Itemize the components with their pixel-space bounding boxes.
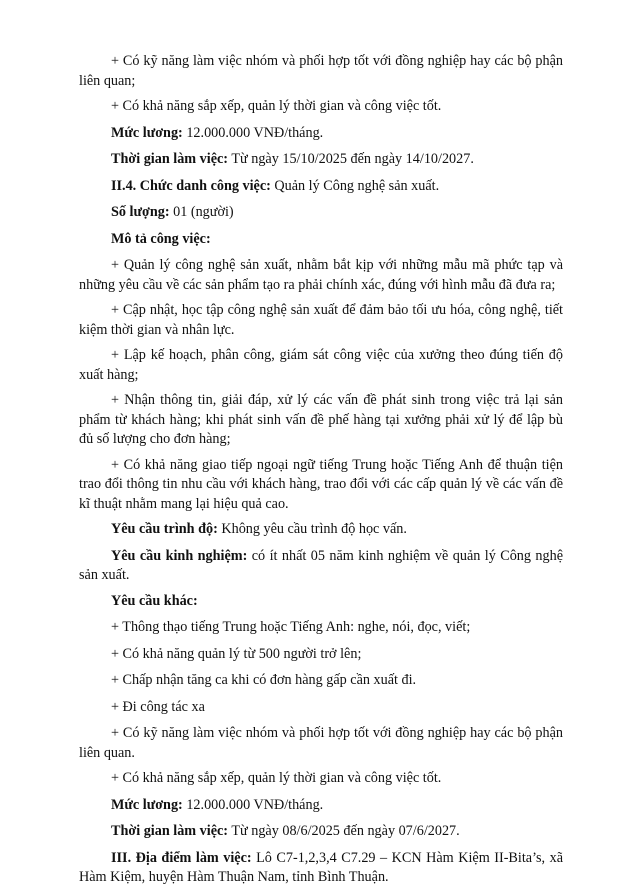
other-requirement-6: + Có khả năng sắp xếp, quản lý thời gian và công việc tốt. [111,770,442,786]
other-requirement-4: + Đi công tác xa [111,698,205,715]
work-period-value: Từ ngày 08/6/2025 đến ngày 07/6/2027. [228,823,460,839]
salary-value: 12.000.000 VNĐ/tháng. [182,796,324,813]
work-period-value: Từ ngày 15/10/2025 đến ngày 14/10/2027. [228,151,474,167]
work-location-line [79,849,563,888]
quantity-line [79,203,563,223]
other-requirements-heading: Yêu cầu khác: [111,592,198,609]
other-requirement-1: + Thông thạo tiếng Trung hoặc Tiếng Anh: nghe, nói, đọc, viết; [111,619,471,635]
salary-value: 12.000.000 VNĐ/tháng. [182,124,324,141]
document-body [79,52,563,894]
other-requirement-2: + Có khả năng quản lý từ 500 người trở lên; [111,645,362,662]
skill-teamwork-paragraph: + Có kỹ năng làm việc nhóm và phối hợp tốt với đồng nghiệp hay các bộ phận liên quan; [79,53,563,89]
salary-label: Mức lương: [111,124,183,141]
duty-paragraph-4: + Nhận thông tin, giải đáp, xử lý các vấn đề phát sinh trong việc trả lại sản phẩm từ khách hàng; khi phát sinh vấn đề phế hàng tại xưởng phải xử lý để lập bù đủ số lượng cho đơn hàng; [79,392,563,447]
salary-line-2 [79,796,563,816]
experience-value: có ít nhất 05 năm kinh nghiệm về quản lý Công nghệ sản xuất. [79,547,564,583]
job-title-line [79,177,563,197]
work-period-label: Thời gian làm việc: [111,151,229,167]
experience-label: Yêu cầu kinh nghiệm: [111,547,248,564]
education-requirement-line [79,520,563,540]
work-location-label: III. Địa điểm làm việc: [111,849,252,866]
work-period-line-1 [79,150,563,170]
quantity-label: Số lượng: [111,204,170,220]
skill-time-management-paragraph: + Có khả năng sắp xếp, quản lý thời gian và công việc tốt. [111,98,442,114]
quantity-value: 01 (người) [169,204,234,220]
other-requirement-5: + Có kỹ năng làm việc nhóm và phối hợp tốt với đồng nghiệp hay các bộ phận liên quan. [79,725,563,761]
other-requirement-3: + Chấp nhận tăng ca khi có đơn hàng gấp cần xuất đi. [111,672,417,688]
salary-label: Mức lương: [111,796,183,813]
job-title-value: Quản lý Công nghệ sản xuất. [270,177,440,194]
work-location-value: Lô C7-1,2,3,4 C7.29 – KCN Hàm Kiệm II-Bita’s, xã Hàm Kiệm, huyện Hàm Thuận Nam, tỉnh Bình Thuận. [79,849,563,885]
salary-line-1 [79,124,563,144]
duty-paragraph-3: + Lập kế hoạch, phân công, giám sát công việc của xưởng theo đúng tiến độ xuất hàng; [79,347,563,383]
experience-requirement-line [79,547,563,586]
work-period-label: Thời gian làm việc: [111,823,229,839]
duty-paragraph-2: + Cập nhật, học tập công nghệ sản xuất để đảm bảo tối ưu hóa, công nghệ, tiết kiệm thời gian và nhân lực. [79,302,563,338]
duty-paragraph-1: + Quản lý công nghệ sản xuất, nhằm bắt kịp với những mẫu mã phức tạp và những yêu cầu về các sản phẩm tạo ra phải chính xác, đúng với hình mẫu đã đưa ra; [79,257,563,293]
work-period-line-2 [79,822,563,842]
job-description-heading: Mô tả công việc: [111,230,211,247]
education-value: Không yêu cầu trình độ học vấn. [217,521,407,537]
education-label: Yêu cầu trình độ: [111,521,218,537]
duty-paragraph-5: + Có khả năng giao tiếp ngoại ngữ tiếng Trung hoặc Tiếng Anh để thuận tiện trao đổi thông tin nhu cầu với khách hàng, trao đổi với các cấp quản lý về các vấn đề kĩ thuật nhằm mang lại hiệu quả cao. [79,456,563,512]
section-heading: II.4. Chức danh công việc: [111,177,271,194]
